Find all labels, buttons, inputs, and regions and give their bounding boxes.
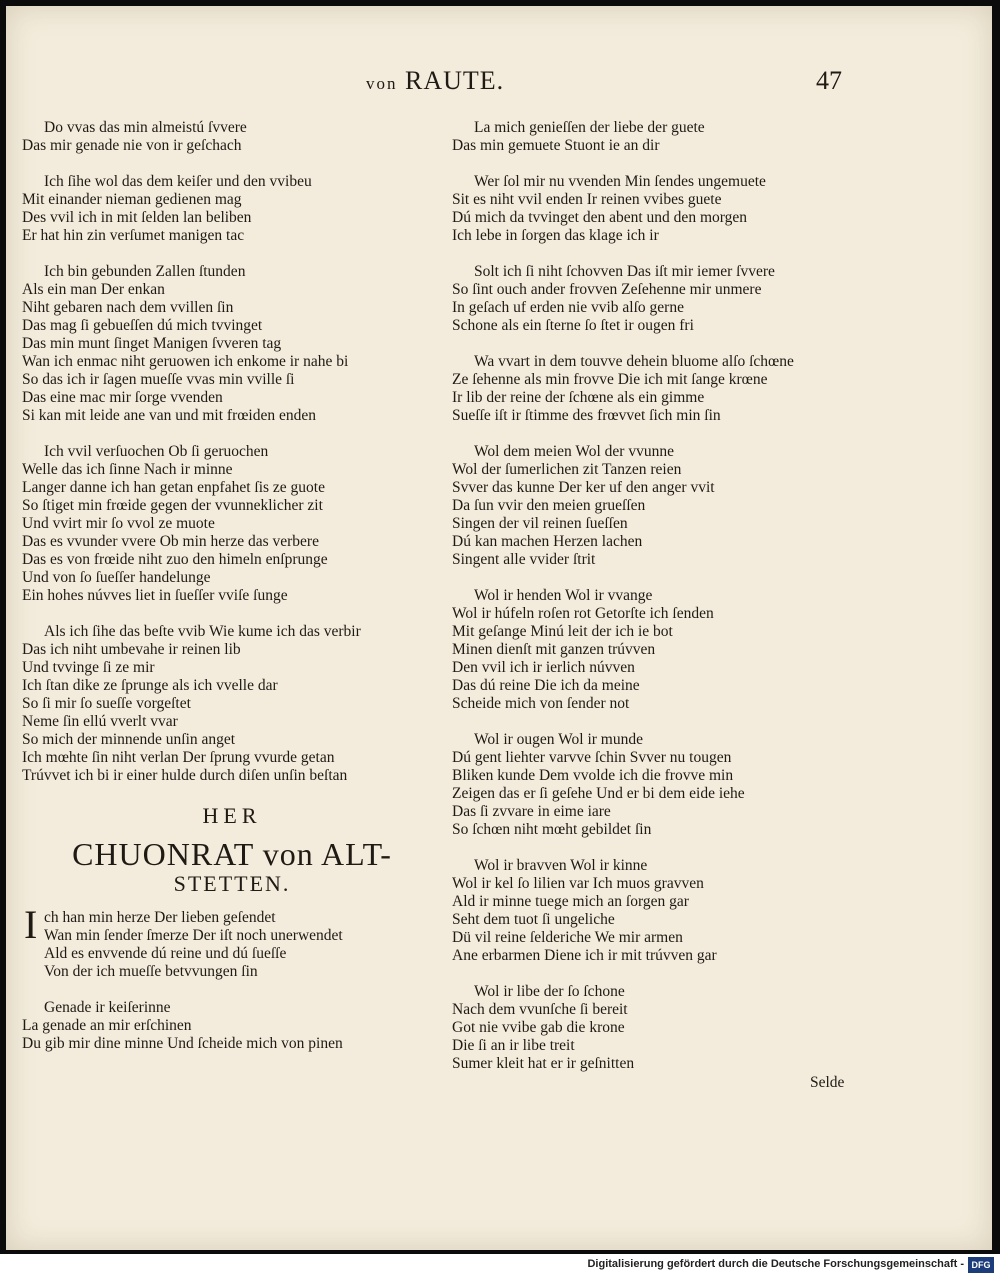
verse-line: Wol ir libe der ſo ſchone [474,983,625,1000]
verse-line: Ich ſihe wol das dem keiſer und den vvibeu [44,173,312,190]
verse-line: Das ich niht umbevahe ir reinen lib [22,641,241,658]
stanza [452,353,872,425]
stanza [22,999,442,1053]
verse-line: Das min gemuete Stuont ie an dir [452,137,660,154]
verse-line: Wol ir henden Wol ir vvange [474,587,653,604]
verse-line: Welle das ich ſinne Nach ir minne [22,461,233,478]
verse-line: Von der ich mueſſe betvvungen ſin [44,963,258,980]
verse-line: La genade an mir erſchinen [22,1017,192,1034]
verse-line: Bliken kunde Dem vvolde ich die frovve min [452,767,734,784]
stanza [22,623,442,785]
verse-line: Das mag ſi gebueſſen dú mich tvvinget [22,317,263,334]
running-head-main: RAUTE. [405,66,505,95]
poet-heading [22,803,442,896]
verse-line: Singent alle vvider ſtrit [452,551,596,568]
verse-line: Mit einander nieman gedienen mag [22,191,242,208]
left-stanzas-before [22,119,442,785]
verse-line: Wol ir ougen Wol ir munde [474,731,643,748]
verse-line: Sueſſe iſt ir ſtimme des frœvvet ſich min ſin [452,407,721,424]
stanza [22,263,442,425]
verse-line: Da ſun vvir den meien grueſſen [452,497,646,514]
verse-line: Sit es niht vvil enden Ir reinen vvibes guete [452,191,722,208]
footer-bar [0,1254,1000,1278]
verse-line: ch han min herze Der lieben geſendet [44,909,276,926]
page-number: 47 [816,66,842,95]
verse-line: So ſi mir ſo sueſſe vorgeſtet [22,695,191,712]
verse-line: Genade ir keiſerinne [44,999,171,1016]
verse-line: La mich genieſſen der liebe der guete [474,119,705,136]
verse-line: Langer danne ich han getan enpfahet ſis ze guote [22,479,325,496]
verse-line: Sumer kleit hat er ir geſnitten [452,1055,635,1072]
verse-line: Mit geſange Minú leit der ich ie bot [452,623,673,640]
verse-line: So das ich ir ſagen mueſſe vvas min vville ſi [22,371,295,388]
verse-line: Wan ich enmac niht geruowen ich enkome ir nahe bi [22,353,349,370]
verse-line: Ich bin gebunden Zallen ſtunden [44,263,246,280]
stanza [452,983,872,1073]
verse-line: Minen dienſt mit ganzen trúvven [452,641,656,658]
right-column [452,119,872,1091]
drop-cap: I [24,902,38,947]
verse-line: Svver das kunne Der ker uf den anger vvit [452,479,715,496]
verse-line: Scheide mich von ſender not [452,695,630,712]
verse-line: Als ich ſihe das beſte vvib Wie kume ich das verbir [44,623,361,640]
stanza [452,857,872,965]
running-head [366,66,504,96]
verse-line: Den vvil ich ir ierlich núvven [452,659,635,676]
catchword: Selde [810,1074,845,1091]
running-head-prefix: von [366,74,398,93]
verse-line: Ich ſtan dike ze ſprunge als ich vvelle dar [22,677,278,694]
verse-line: Du gib mir dine minne Und ſcheide mich von pinen [22,1035,343,1052]
verse-line: Wol der ſumerlichen zit Tanzen reien [452,461,682,478]
verse-line: Wol dem meien Wol der vvunne [474,443,674,460]
footer-credit: Digitalisierung gefördert durch die Deutsche Forschungsgemeinschaft - [587,1258,964,1270]
verse-line: Wan min ſender ſmerze Der iſt noch unerwendet [44,927,343,944]
verse-line: Ein hohes núvves liet in ſueſſer vviſe ſunge [22,587,288,604]
verse-line: Zeigen das er ſi geſehe Und er bi dem eide iehe [452,785,745,802]
verse-line: Und tvvinge ſi ze mir [22,659,155,676]
verse-line: Si kan mit leide ane van und mit frœiden enden [22,407,316,424]
verse-line: Das es vvunder vvere Ob min herze das verbere [22,533,319,550]
verse-line: Das dú reine Die ich da meine [452,677,640,694]
verse-line: Dú gent liehter varvve ſchin Svver nu tougen [452,749,732,766]
page-header [6,66,992,102]
verse-line: Got nie vvibe gab die krone [452,1019,625,1036]
verse-line: Und vvirt mir ſo vvol ze muote [22,515,215,532]
verse-line: Singen der vil reinen ſueſſen [452,515,628,532]
verse-line: Das mir genade nie von ir geſchach [22,137,242,154]
poet-title: HER [202,803,262,828]
stanza [22,443,442,605]
verse-line: Das eine mac mir ſorge vvenden [22,389,223,406]
verse-line: Des vvil ich in mit ſelden lan beliben [22,209,252,226]
verse-line: Dú kan machen Herzen lachen [452,533,643,550]
stanza [452,731,872,839]
stanza [452,587,872,713]
left-column [22,119,442,1071]
verse-line: Solt ich ſi niht ſchovven Das iſt mir iemer ſvvere [474,263,775,280]
verse-line: Ald ir minne tuege mich an ſorgen gar [452,893,689,910]
verse-line: Wer ſol mir nu vvenden Min ſendes ungemuete [474,173,766,190]
verse-line: Wa vvart in dem touvve dehein bluome alſo ſchœne [474,353,794,370]
left-stanzas-after [22,999,442,1053]
verse-line: Nach dem vvunſche ſi bereit [452,1001,628,1018]
stanza [452,119,872,155]
verse-line: Ir lib der reine der ſchœne als ein gimme [452,389,705,406]
verse-line: Wol ir húfeln roſen rot Getorſte ich ſenden [452,605,714,622]
verse-line: So ſint ouch ander frovven Zeſehenne mir unmere [452,281,762,298]
verse-line: Ich vvil verſuochen Ob ſi geruochen [44,443,269,460]
right-stanzas [452,119,872,1073]
verse-line: Ane erbarmen Diene ich ir mit trúvven gar [452,947,717,964]
dfg-logo: DFG [968,1257,994,1273]
verse-line: Seht dem tuot ſi ungeliche [452,911,615,928]
verse-line: Und von ſo ſueſſer handelunge [22,569,211,586]
verse-line: Ich lebe in ſorgen das klage ich ir [452,227,659,244]
verse-line: Schone als ein ſterne ſo ſtet ir ougen fri [452,317,694,334]
book-page [6,6,992,1250]
verse-line: Ze ſehenne als min frovve Die ich mit ſange krœne [452,371,768,388]
verse-line: Wol ir kel ſo lilien var Ich muos gravven [452,875,704,892]
verse-line: Das ſi zvvare in eime iare [452,803,611,820]
stanza [22,119,442,155]
verse-line: Er hat hin zin verſumet manigen tac [22,227,245,244]
poet-name: CHUONRAT von ALT- [72,836,392,872]
poet-name-continued: STETTEN. [173,871,291,896]
stanza [452,173,872,245]
verse-line: Das es von frœide niht zuo den himeln enſprunge [22,551,328,568]
verse-line: In geſach uf erden nie vvib alſo gerne [452,299,684,316]
verse-line: Neme ſin ellú vverlt vvar [22,713,178,730]
verse-line: Niht gebaren nach dem vvillen ſin [22,299,234,316]
stanza [452,263,872,335]
verse-line: Trúvvet ich bi ir einer hulde durch diſen unſin beſtan [22,767,348,784]
verse-line: Das min munt ſinget Manigen ſvveren tag [22,335,282,352]
verse-line: Do vvas das min almeistú ſvvere [44,119,247,136]
verse-line: So mich der minnende unſin anget [22,731,236,748]
verse-line: Als ein man Der enkan [22,281,165,298]
verse-line: Wol ir bravven Wol ir kinne [474,857,648,874]
stanza [452,443,872,569]
first-stanza [22,902,442,981]
verse-line: Dú mich da tvvinget den abent und den morgen [452,209,748,226]
stanza [22,173,442,245]
verse-line: So ſchœn niht mœht gebildet ſin [452,821,652,838]
verse-line: Die ſi an ir libe treit [452,1037,575,1054]
verse-line: Ald es envvende dú reine und dú ſueſſe [44,945,287,962]
verse-line: Ich mœhte ſin niht verlan Der ſprung vvurde getan [22,749,335,766]
verse-line: Dü vil reine ſelderiche We mir armen [452,929,683,946]
verse-line: So ſtiget min frœide gegen der vvunneklicher zit [22,497,323,514]
